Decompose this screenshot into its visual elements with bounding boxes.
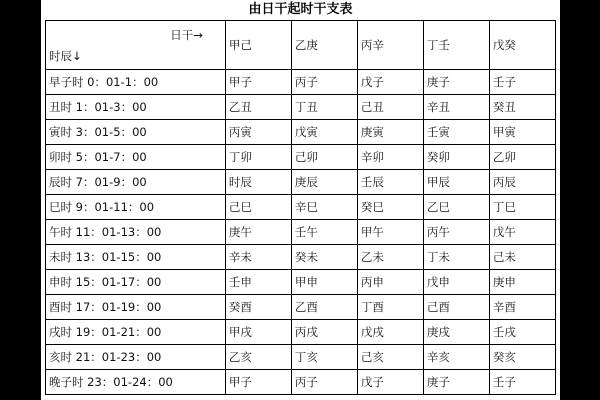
row-label: 戌时 19：01-21：00 (46, 320, 226, 345)
table-row (46, 245, 556, 270)
row-label: 卯时 5：01-7：00 (46, 145, 226, 170)
table-cell: 丙子 (291, 370, 357, 395)
table-cell: 戊寅 (291, 120, 357, 145)
row-label: 午时 11：01-13：00 (46, 220, 226, 245)
row-label: 申时 15：01-17：00 (46, 270, 226, 295)
table-cell: 丁卯 (225, 145, 291, 170)
table-cell: 丙戌 (291, 320, 357, 345)
table-cell: 癸亥 (489, 345, 555, 370)
table-cell: 甲寅 (489, 120, 555, 145)
table-cell: 庚戌 (423, 320, 489, 345)
table-cell: 己卯 (291, 145, 357, 170)
table-cell: 丙子 (291, 70, 357, 95)
column-header: 丙辛 (357, 21, 423, 70)
table-row (46, 145, 556, 170)
column-header: 丁壬 (423, 21, 489, 70)
row-label: 丑时 1：01-3：00 (46, 95, 226, 120)
table-cell: 甲辰 (423, 170, 489, 195)
table-cell: 癸巳 (357, 195, 423, 220)
table-cell: 辛未 (225, 245, 291, 270)
table-row (46, 295, 556, 320)
row-label: 辰时 7：01-9：00 (46, 170, 226, 195)
table-cell: 丙午 (423, 220, 489, 245)
table-cell: 庚子 (423, 370, 489, 395)
table-cell: 壬子 (489, 70, 555, 95)
table-cell: 辛卯 (357, 145, 423, 170)
table-cell: 丁未 (423, 245, 489, 270)
column-header: 戊癸 (489, 21, 555, 70)
table-row (46, 270, 556, 295)
row-label: 巳时 9：01-11：00 (46, 195, 226, 220)
hour-stem-table (45, 20, 556, 395)
table-cell: 甲子 (225, 70, 291, 95)
table-row (46, 70, 556, 95)
table-cell: 甲戌 (225, 320, 291, 345)
table-cell: 庚申 (489, 270, 555, 295)
table-cell: 辛亥 (423, 345, 489, 370)
table-row (46, 320, 556, 345)
row-label: 亥时 21：01-23：00 (46, 345, 226, 370)
table-cell: 甲午 (357, 220, 423, 245)
table-cell: 癸酉 (225, 295, 291, 320)
table-cell: 己酉 (423, 295, 489, 320)
table-cell: 乙丑 (225, 95, 291, 120)
row-label: 早子时 0：01-1：00 (46, 70, 226, 95)
table-cell: 戊子 (357, 370, 423, 395)
table-cell: 壬戌 (489, 320, 555, 345)
table-row (46, 345, 556, 370)
table-cell: 辛酉 (489, 295, 555, 320)
table-cell: 庚寅 (357, 120, 423, 145)
table-header-row (46, 21, 556, 70)
table-cell: 甲申 (291, 270, 357, 295)
table-cell: 癸卯 (423, 145, 489, 170)
table-cell: 乙酉 (291, 295, 357, 320)
table-cell: 乙卯 (489, 145, 555, 170)
table-row (46, 195, 556, 220)
table-row (46, 170, 556, 195)
table-cell: 戊午 (489, 220, 555, 245)
table-cell: 丙辰 (489, 170, 555, 195)
table-row (46, 95, 556, 120)
column-header: 乙庚 (291, 21, 357, 70)
table-cell: 庚午 (225, 220, 291, 245)
table-cell: 戊申 (423, 270, 489, 295)
table-cell: 己丑 (357, 95, 423, 120)
table-cell: 甲子 (225, 370, 291, 395)
table-cell: 丙寅 (225, 120, 291, 145)
table-cell: 癸未 (291, 245, 357, 270)
table-cell: 壬寅 (423, 120, 489, 145)
table-cell: 壬申 (225, 270, 291, 295)
row-label: 酉时 17：01-19：00 (46, 295, 226, 320)
row-label: 晚子时 23：01-24：00 (46, 370, 226, 395)
table-title: 由日干起时干支表 (248, 2, 353, 17)
column-header: 甲己 (225, 21, 291, 70)
table-cell: 己巳 (225, 195, 291, 220)
table-cell: 丁丑 (291, 95, 357, 120)
table-cell: 乙未 (357, 245, 423, 270)
corner-header-cell (46, 21, 226, 70)
table-cell: 辛巳 (291, 195, 357, 220)
table-cell: 壬午 (291, 220, 357, 245)
corner-label-day-stem: 日干→ (170, 28, 203, 42)
table-cell: 庚辰 (291, 170, 357, 195)
table-cell: 戊戌 (357, 320, 423, 345)
row-label: 未时 13：01-15：00 (46, 245, 226, 270)
table-cell: 乙亥 (225, 345, 291, 370)
table-cell: 乙巳 (423, 195, 489, 220)
table-cell: 己亥 (357, 345, 423, 370)
corner-label-hour: 时辰↓ (49, 49, 82, 63)
table-cell: 丁巳 (489, 195, 555, 220)
table-cell: 时辰 (225, 170, 291, 195)
table-cell: 壬子 (489, 370, 555, 395)
table-cell: 壬辰 (357, 170, 423, 195)
row-label: 寅时 3：01-5：00 (46, 120, 226, 145)
table-cell: 丁酉 (357, 295, 423, 320)
table-cell: 丙申 (357, 270, 423, 295)
table-row (46, 370, 556, 395)
table-cell: 己未 (489, 245, 555, 270)
table-cell: 癸丑 (489, 95, 555, 120)
table-cell: 戊子 (357, 70, 423, 95)
table-row (46, 220, 556, 245)
table-cell: 庚子 (423, 70, 489, 95)
table-cell: 丁亥 (291, 345, 357, 370)
table-row (46, 120, 556, 145)
table-cell: 辛丑 (423, 95, 489, 120)
document-page (41, 0, 560, 400)
